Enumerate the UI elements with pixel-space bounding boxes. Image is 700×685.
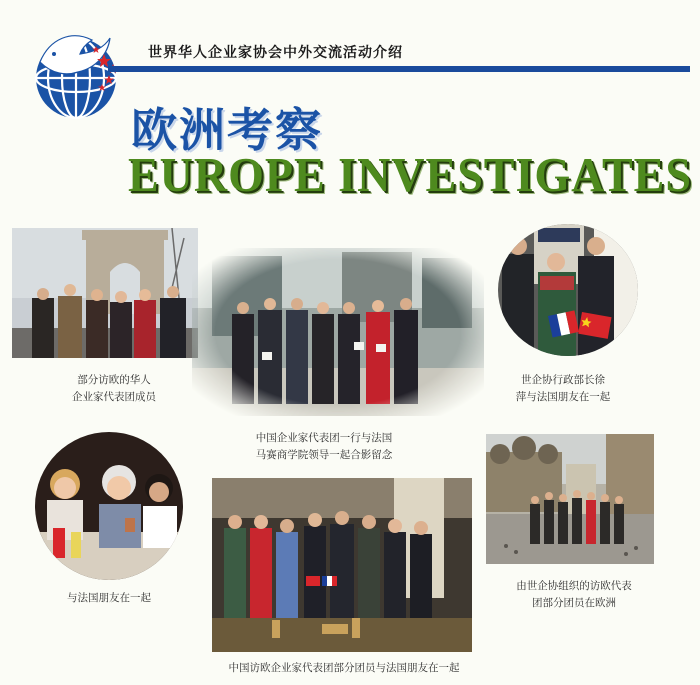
photo-venice-square (486, 434, 654, 564)
photo-toast-with-friends (212, 478, 472, 652)
association-logo (22, 18, 130, 126)
title-english: EUROPE INVESTIGATES (128, 147, 692, 202)
photo-with-french-friends (35, 432, 183, 580)
dove-globe-icon (22, 18, 130, 126)
caption-flags-portrait: 世企协行政部长徐 萍与法国朋友在一起 (515, 374, 611, 403)
title-chinese: 欧洲考察 (131, 103, 323, 157)
photo-flags-portrait (498, 224, 638, 356)
caption-venice: 由世企协组织的访欧代表 团部分团员在欧洲 (516, 580, 632, 609)
caption-arc-group: 部分访欧的华人 企业家代表团成员 (72, 374, 156, 403)
caption-toast: 中国访欧企业家代表团部分团员与法国朋友在一起 (228, 662, 460, 674)
photo-arc-de-triomphe (12, 228, 198, 358)
caption-school-group: 中国企业家代表团一行与法国 马赛商学院领导一起合影留念 (255, 432, 393, 461)
header-title: 世界华人企业家协会中外交流活动介绍 (148, 45, 403, 61)
header-rule (108, 66, 690, 72)
photo-business-school-group (192, 248, 484, 416)
caption-french-friends: 与法国朋友在一起 (67, 592, 151, 604)
